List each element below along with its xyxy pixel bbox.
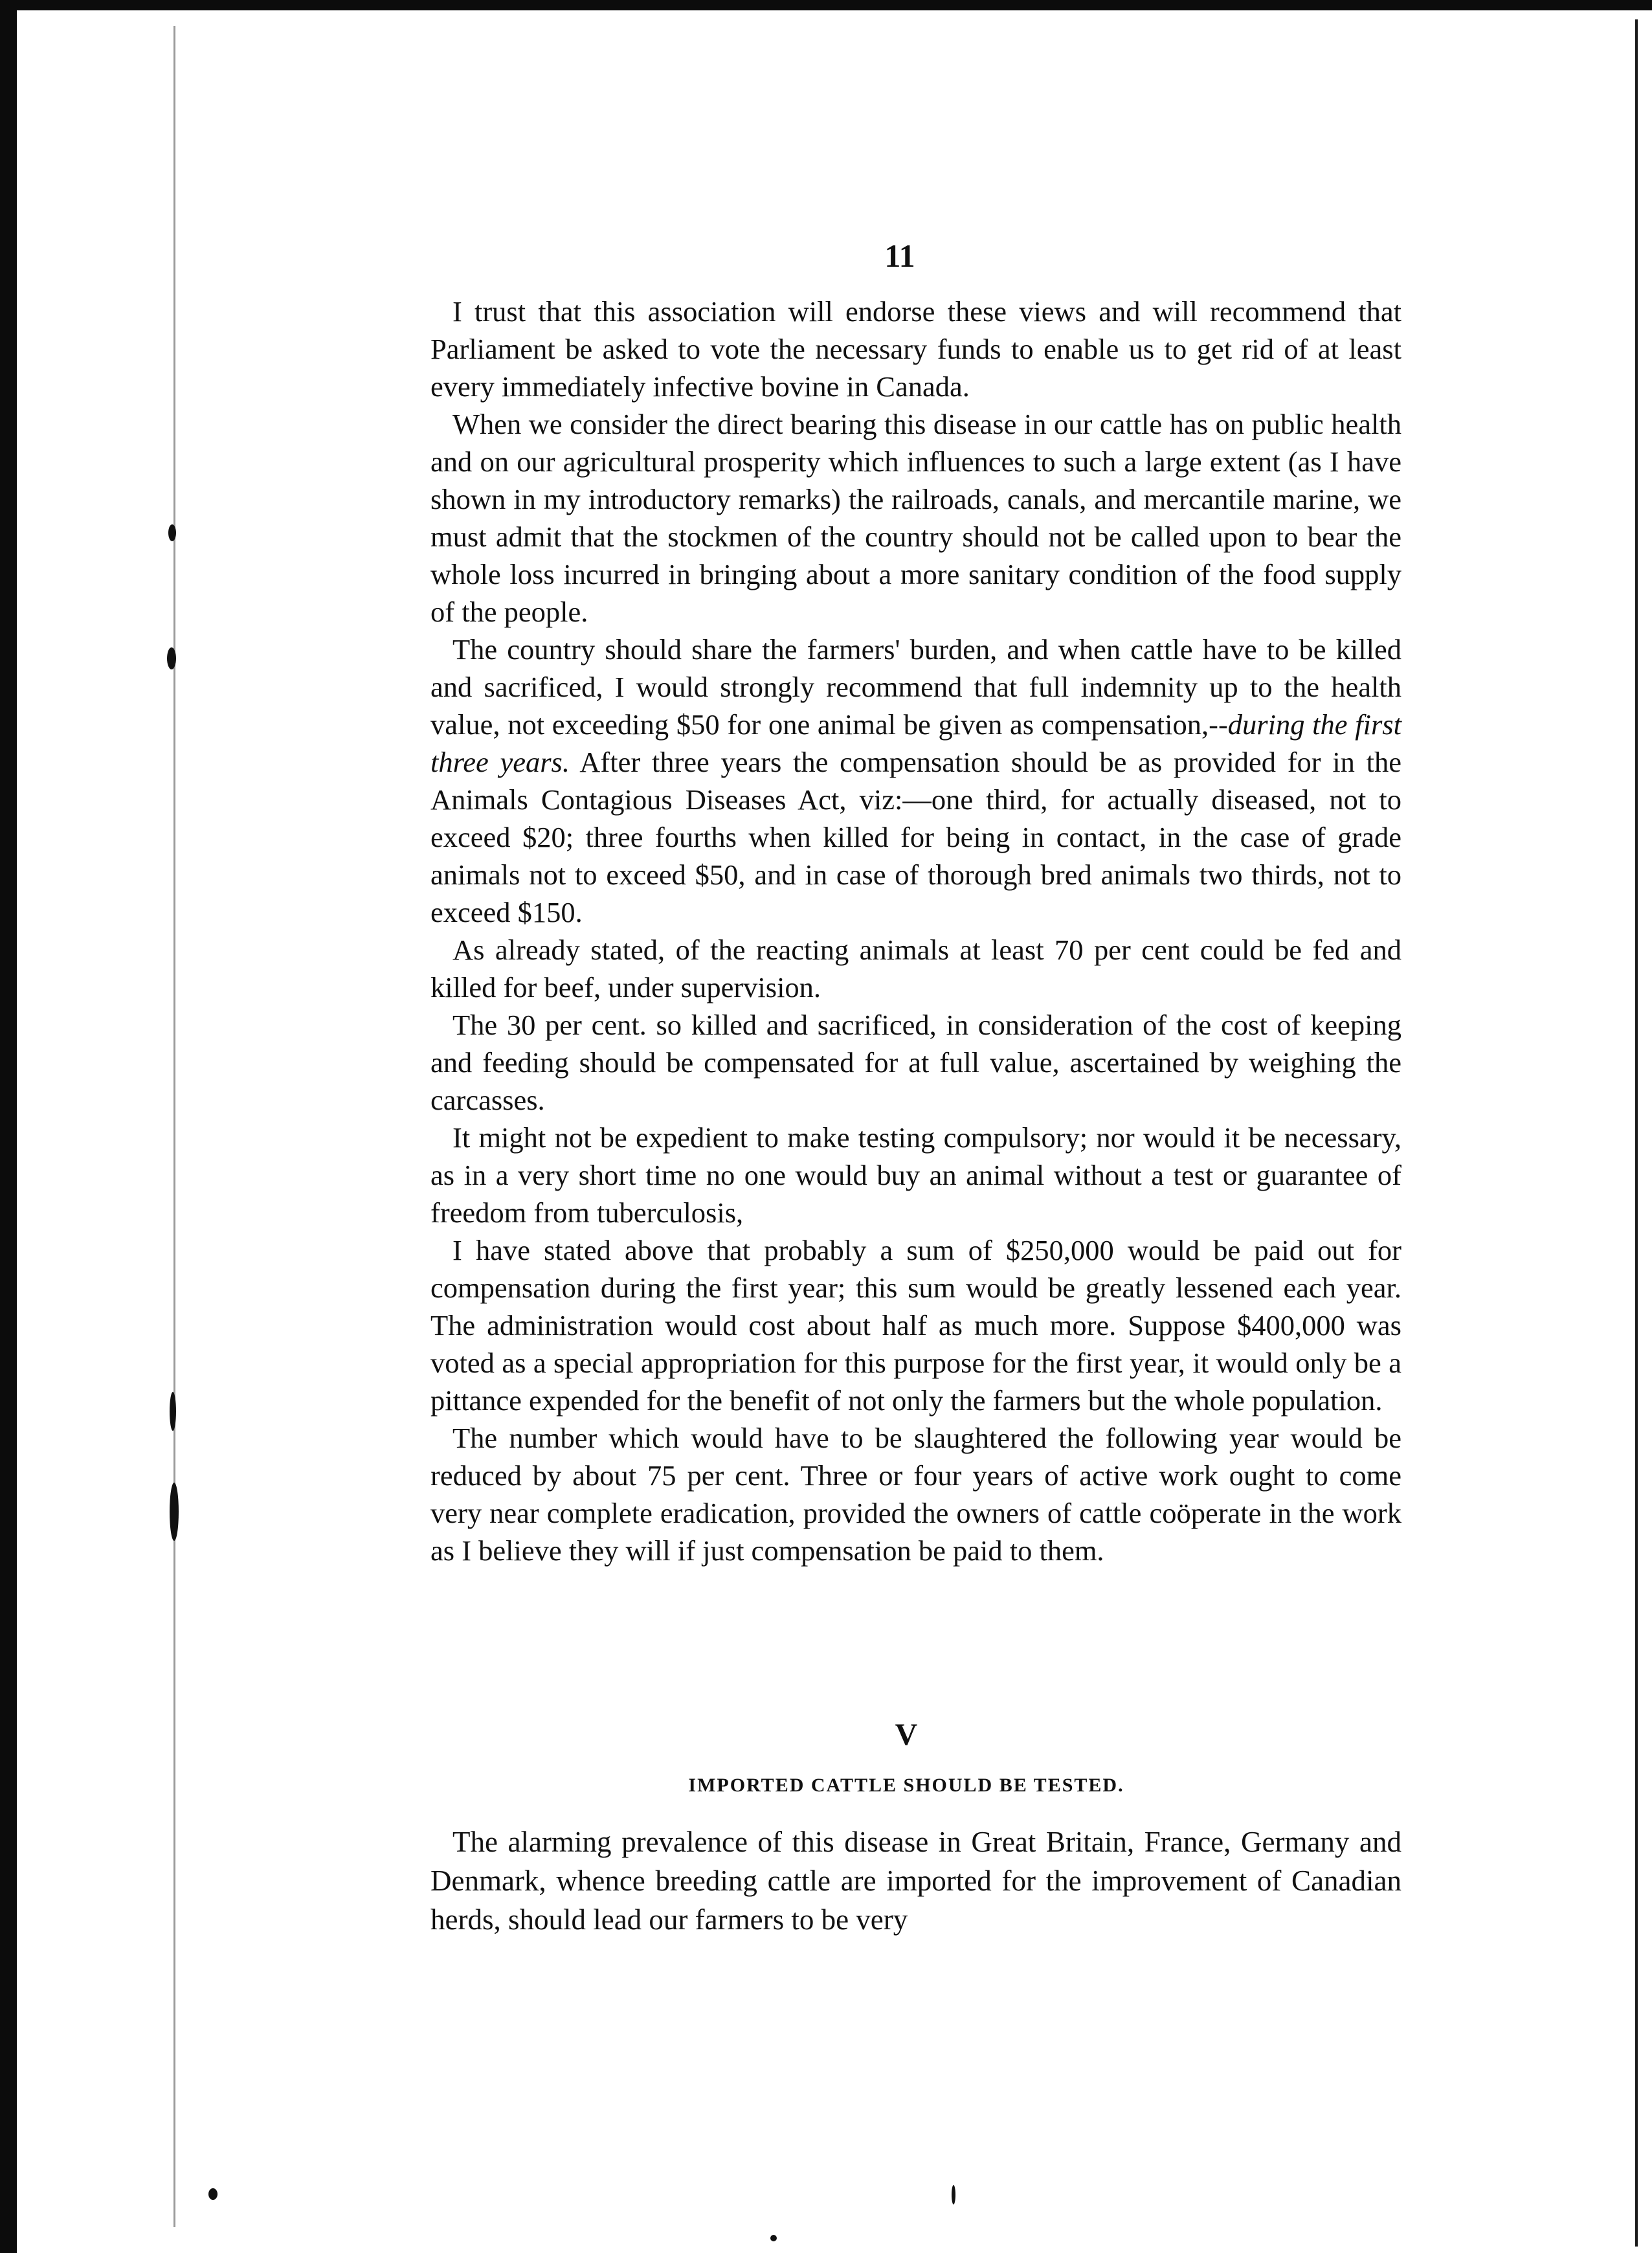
scan-speck [770,2235,777,2241]
scan-speck [167,647,176,669]
body-text [430,293,1401,1569]
paragraph-reacting-animals: As already stated, of the reacting animals at least 70 per cent could be fed and killed for beef, under supervision. [430,934,1401,1003]
scan-left-edge [0,0,17,2253]
paragraph-slaughter-reduction: The number which would have to be slaughtered the following year would be reduced by about 75 per cent. Three or four years of active work ought to come very near complete eradication, provided the owners of cattle coöperate in the work as I believe they will if just compensation be paid to them. [430,1422,1401,1567]
section-text [430,1822,1401,1939]
paragraph-testing-compulsory: It might not be expedient to make testing compulsory; nor would it be necessary, as in a very short time no one would buy an animal without a test or guarantee of freedom from tuberculosis, [430,1121,1401,1229]
scan-speck [208,2188,218,2200]
scan-right-edge [1635,19,1638,2247]
scan-speck [168,524,176,541]
scan-binding-line [173,26,175,2227]
section-numeral: V [895,1718,918,1752]
paragraph-compensation [430,631,1401,931]
paragraph-public-health: When we consider the direct bearing this disease in our cattle has on public health and on our agricultural prosperity which influences to such a large extent (as I have shown in my introductory remarks) the railroads, canals, and mercantile marine, we must admit that the stockmen of the country should not be called upon to bear the whole loss incurred in bringing about a more sanitary condition of the food supply of the people. [430,408,1401,628]
scan-speck [952,2185,955,2204]
scan-top-edge [0,0,1652,10]
page-number: 11 [884,238,915,274]
compensation-text-continued: After three years the compensation should be as provided for in the Animals Contagious Diseases Act, viz:—one third, for actually diseased, not to exceed $20; three fourths when killed for being in contact, in the case of grade animals not to exceed $50, and in case of thorough bred animals two thirds, not to exceed $150. [430,746,1401,928]
compensation-italic: during the first three years. [430,708,1401,778]
section-heading: IMPORTED CATTLE SHOULD BE TESTED. [688,1775,1124,1796]
scan-speck [170,1483,179,1541]
paragraph-appropriation: I have stated above that probably a sum of $250,000 would be paid out for compensation during the first year; this sum would be greatly lessened each year. The administration would cost about half as much more. Suppose $400,000 was voted as a special appropriation for this purpose for the first year, it would only be a pittance expended for the benefit of not only the farmers but the whole population. [430,1234,1401,1417]
compensation-text: The country should share the farmers' burden, and when cattle have to be killed and sacrificed, I would strongly recommend that full indemnity up to the health value, not exceeding $50 for one animal be given as compensation,-- [430,633,1401,741]
paragraph-endorse: I trust that this association will endorse these views and will recommend that Parliament be asked to vote the necessary funds to enable us to get rid of at least every immediately infective bovine in Canada. [430,295,1401,403]
paragraph-imported-cattle: The alarming prevalence of this disease in Great Britain, France, Germany and Denmark, whence breeding cattle are imported for the improvement of Canadian herds, should lead our farmers to be very [430,1826,1401,1936]
scan-speck [170,1392,176,1431]
paragraph-thirty-per-cent: The 30 per cent. so killed and sacrificed, in consideration of the cost of keeping and feeding should be compensated for at full value, ascertained by weighing the carcasses. [430,1009,1401,1116]
